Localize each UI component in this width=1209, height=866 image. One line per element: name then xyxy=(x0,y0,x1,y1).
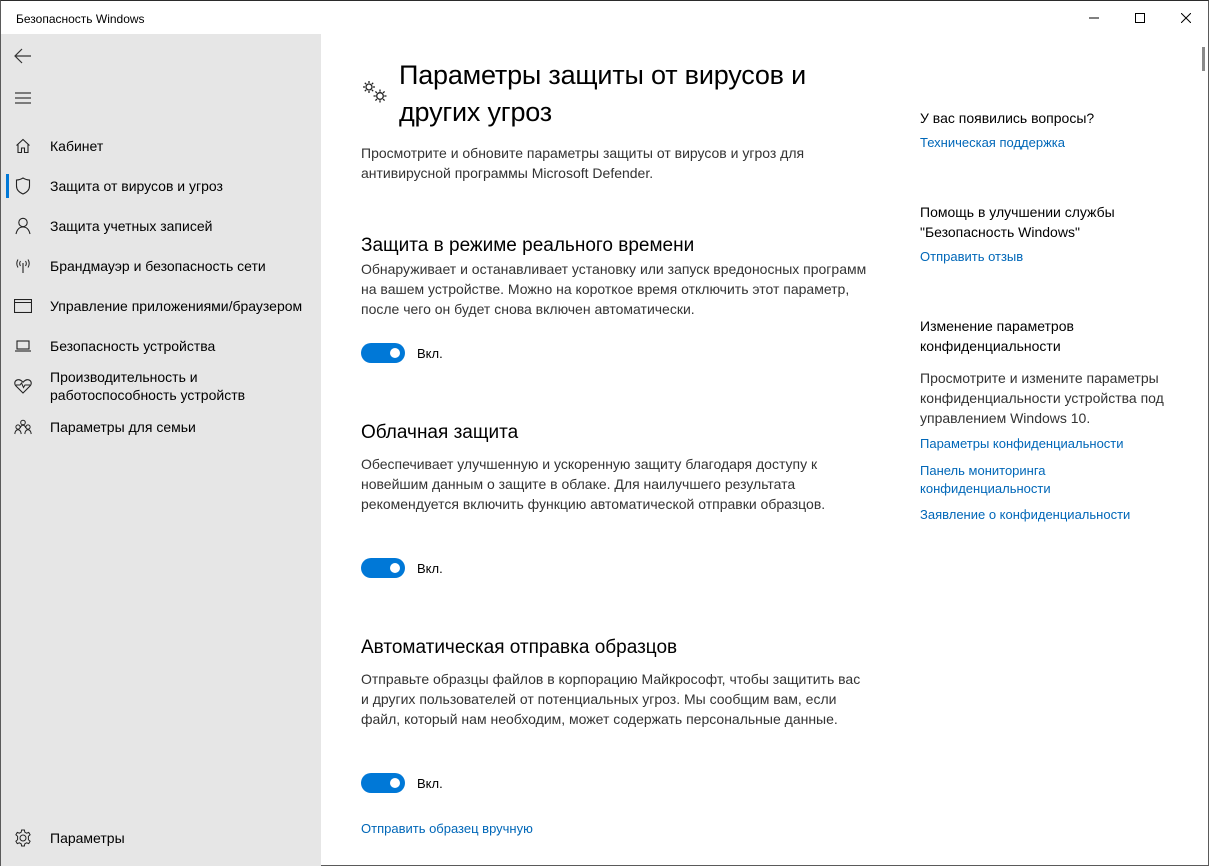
sample-submission-toggle-row xyxy=(361,773,443,793)
send-feedback-link[interactable]: Отправить отзыв xyxy=(920,249,1024,264)
section-title: Облачная защита xyxy=(361,422,519,443)
sidebar-item-account-protection[interactable] xyxy=(1,206,321,246)
section-title: Автоматическая отправка образцов xyxy=(361,637,678,658)
sidebar-item-label: Кабинет xyxy=(50,138,104,154)
toggle-knob xyxy=(390,778,400,788)
window-title: Безопасность Windows xyxy=(16,12,145,26)
privacy-heading: Изменение параметров конфиденциальности xyxy=(920,318,1074,354)
family-icon xyxy=(13,417,33,437)
person-icon xyxy=(13,216,33,236)
sidebar-item-settings[interactable] xyxy=(1,818,321,858)
cloud-protection-section xyxy=(361,420,871,576)
close-button[interactable] xyxy=(1163,1,1209,34)
page-description: Просмотрите и обновите параметры защиты от вирусов и угроз для антивирусной программы Microsoft Defender. xyxy=(361,145,805,181)
sidebar xyxy=(1,34,321,866)
toggle-state-label: Вкл. xyxy=(417,560,443,576)
sidebar-item-label: Защита от вирусов и угроз xyxy=(50,178,223,194)
sidebar-item-label: Защита учетных записей xyxy=(50,218,213,234)
title-bar xyxy=(1,1,1208,34)
realtime-protection-toggle[interactable] xyxy=(361,343,405,363)
toggle-state-label: Вкл. xyxy=(417,345,443,361)
section-description: Отправьте образцы файлов в корпорацию Майкрософт, чтобы защитить вас и других пользователей от потенциальных угроз. Мы сообщим вам, если файл, который нам необходим, может содержать персональные данные. xyxy=(361,671,861,727)
menu-button[interactable] xyxy=(1,78,45,118)
cloud-protection-toggle[interactable] xyxy=(361,558,405,578)
feedback-block xyxy=(920,202,1180,266)
feedback-heading: Помощь в улучшении службы "Безопасность Windows" xyxy=(920,204,1115,240)
maximize-button[interactable] xyxy=(1117,1,1163,34)
sidebar-item-label: Производительность и работоспособность устройств xyxy=(50,369,246,403)
privacy-statement-link[interactable]: Заявление о конфиденциальности xyxy=(920,507,1131,522)
vertical-scrollbar[interactable] xyxy=(1202,47,1205,71)
questions-heading: У вас появились вопросы? xyxy=(920,110,1095,126)
minimize-button[interactable] xyxy=(1071,1,1117,34)
realtime-protection-toggle-row xyxy=(361,343,443,363)
section-description: Обнаруживает и останавливает установку или запуск вредоносных программ на вашем устройстве. Можно на короткое время отключить этот параметр, после чего он будет снова включен автоматически. xyxy=(361,261,867,317)
back-button[interactable] xyxy=(1,36,45,76)
privacy-dashboard-link[interactable]: Панель мониторинга конфиденциальности xyxy=(920,463,1051,496)
submit-sample-manually-link[interactable]: Отправить образец вручную xyxy=(361,821,533,836)
sidebar-item-home[interactable] xyxy=(1,126,321,166)
sidebar-item-device-performance[interactable] xyxy=(1,366,321,406)
realtime-protection-section xyxy=(361,233,871,361)
laptop-icon xyxy=(13,336,33,356)
sidebar-item-label: Параметры xyxy=(50,830,125,846)
sidebar-item-label: Управление приложениями/браузером xyxy=(50,298,303,314)
questions-block xyxy=(920,108,1180,152)
tech-support-link[interactable]: Техническая поддержка xyxy=(920,135,1065,150)
sidebar-item-label: Безопасность устройства xyxy=(50,338,216,354)
sidebar-item-app-browser-control[interactable] xyxy=(1,286,321,326)
shield-icon xyxy=(13,176,33,196)
sample-submission-section xyxy=(361,635,871,836)
toggle-knob xyxy=(390,348,400,358)
toggle-knob xyxy=(390,563,400,573)
toggle-state-label: Вкл. xyxy=(417,775,443,791)
cloud-protection-toggle-row xyxy=(361,558,443,578)
sidebar-item-label: Брандмауэр и безопасность сети xyxy=(50,258,266,274)
page-title: Параметры защиты от вирусов и других угроз xyxy=(399,60,806,127)
sidebar-item-label: Параметры для семьи xyxy=(50,419,196,435)
sample-submission-toggle[interactable] xyxy=(361,773,405,793)
wireless-icon xyxy=(13,256,33,276)
privacy-block xyxy=(920,316,1180,524)
gear-icon xyxy=(13,828,33,848)
sidebar-item-family-options[interactable] xyxy=(1,407,321,447)
main-content xyxy=(321,34,901,866)
arrow-left-icon xyxy=(14,48,32,64)
heart-pulse-icon xyxy=(13,376,33,396)
close-icon xyxy=(1181,13,1191,23)
section-title: Защита в режиме реального времени xyxy=(361,235,695,256)
minimize-icon xyxy=(1089,13,1099,23)
section-description: Обеспечивает улучшенную и ускоренную защиту благодаря доступу к новейшим данным о защите в облаке. Для наилучшего результата рекомендуется включить функцию автоматической отправки образцов. xyxy=(361,456,826,512)
maximize-icon xyxy=(1135,13,1145,23)
app-window-icon xyxy=(13,296,33,316)
privacy-text: Просмотрите и измените параметры конфиденциальности устройства под управлением Windows 10. xyxy=(920,370,1164,426)
sidebar-item-virus-protection[interactable] xyxy=(1,166,321,206)
hamburger-icon xyxy=(15,92,31,104)
sidebar-item-firewall[interactable] xyxy=(1,246,321,286)
sidebar-item-device-security[interactable] xyxy=(1,326,321,366)
privacy-settings-link[interactable]: Параметры конфиденциальности xyxy=(920,436,1124,451)
gears-icon xyxy=(361,79,389,105)
home-icon xyxy=(13,136,33,156)
